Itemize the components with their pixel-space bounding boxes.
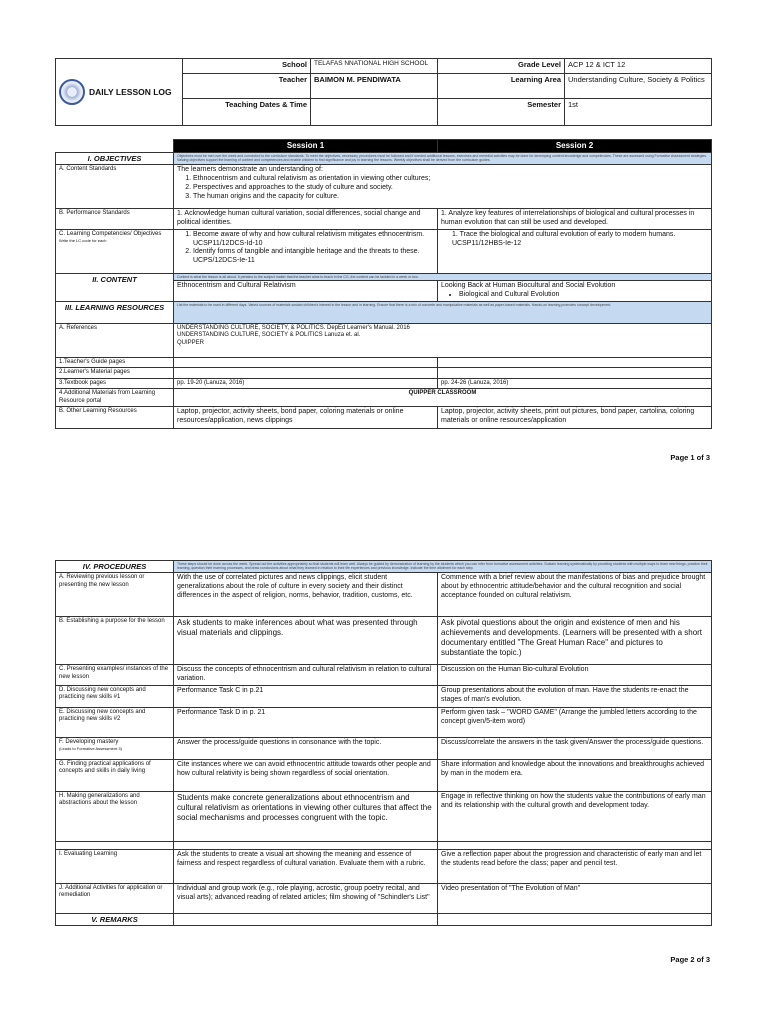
performance-standards-s2: 1. Analyze key features of interrelationships of biological and cultural processes in human evolution that can still be used and developed. <box>438 209 712 230</box>
lesson-table-page2 <box>55 560 712 926</box>
remarks-s1 <box>174 913 438 925</box>
page-number-2: Page 2 of 3 <box>670 955 710 964</box>
other-resources-s1: Laptop, projector, activity sheets, bond paper, coloring materials or online resources/application, news clippings <box>174 407 438 429</box>
procedure-label: H. Making generalizations and abstractions about the lesson <box>56 791 174 841</box>
procedure-label: G. Finding practical applications of concepts and skills in daily living <box>56 759 174 791</box>
content-standard-item: 3. The human origins and the capacity for culture. <box>193 193 708 202</box>
procedure-label: J. Additional Activities for application or remediation <box>56 883 174 913</box>
procedure-s1: Performance Task C in p.21 <box>174 685 438 707</box>
school-value: TELAFAS NNATIONAL HIGH SCHOOL <box>311 59 438 74</box>
header-section <box>0 58 768 126</box>
learners-material-label: 2.Learner's Material pages <box>56 368 174 379</box>
objectives-heading: I. OBJECTIVES <box>56 153 174 165</box>
procedure-s2: Group presentations about the evolution of man. Have the students re-enact the stages of man's evolution. <box>438 685 712 707</box>
procedure-row <box>56 849 712 883</box>
competency-item: 2. Identify forms of tangible and intangible heritage and the threats to these. UCPS/12DCS-Ie-11 <box>193 248 434 266</box>
content-standards-label: A. Content Standards <box>56 165 174 209</box>
procedure-s1: Ask the students to create a visual art showing the meaning and essence of fairness and respect regardless of cultural variation. Evaluate them with a rubric. <box>174 849 438 883</box>
content-s2-bullet: • Biological and Cultural Evolution <box>459 291 708 300</box>
learning-competencies-s1 <box>174 229 438 273</box>
procedure-row <box>56 617 712 665</box>
other-resources-s2: Laptop, projector, activity sheets, print out pictures, bond paper, cartolina, coloring materials or online resources/application <box>438 407 712 429</box>
reference-line: QUIPPER <box>177 339 205 346</box>
content-standard-item: 1. Ethnocentrism and cultural relativism as orientation in viewing other cultures; <box>193 175 708 184</box>
session-2-header: Session 2 <box>438 140 712 153</box>
content-standards-value <box>174 165 712 209</box>
procedure-s1: Answer the process/guide questions in consonance with the topic. <box>174 737 438 759</box>
procedure-label <box>56 737 174 759</box>
remarks-heading: V. REMARKS <box>56 913 174 925</box>
page-title: DAILY LESSON LOG <box>89 87 172 97</box>
procedures-note: These steps should be done across the week. Spread out the activities appropriately so that students will learn well. Always be guided by demonstration of learning by the students which you can infer from formative assessment activities. Sustain learning systematically by providing students with multiple ways to learn new things, practice their learning, question their learning processes, and draw conclusions about what they learned in relation to their life experiences and previous knowledge. Indicate the time allotment for each step. <box>174 561 712 573</box>
teaching-dates-label: Teaching Dates & Time <box>183 99 311 126</box>
procedure-label: A. Reviewing previous lesson or presenting the new lesson <box>56 573 174 617</box>
learners-material-s1 <box>174 368 438 379</box>
procedure-s1: Discuss the concepts of ethnocentrism and cultural relativism in relation to cultural variation. <box>174 665 438 686</box>
learning-area-value: Understanding Culture, Society & Politics <box>565 74 712 99</box>
procedure-label: I. Evaluating Learning <box>56 849 174 883</box>
additional-materials-label: 4.Additional Materials from Learning Resource portal <box>56 389 174 407</box>
logo-cell <box>56 59 183 126</box>
learners-material-s2 <box>438 368 712 379</box>
learning-competencies-s2: 1. Trace the biological and cultural evolution of early to modern humans. UCSP11/12HBS-Ie-12 <box>438 229 712 273</box>
objectives-note: Objectives must be met over the week and connected to the curriculum standards. To meet the objectives, necessary procedures must be followed and if needed additional lessons, exercises and remedial activities may be done for developing content knowledge and competencies. These are assessed using Formative Assessment strategies. Valuing objectives support the learning of content and competencies and enable children to find significance and joy in learning the lessons. Weekly objectives shall be derived from the curriculum guides. <box>174 153 712 165</box>
procedure-s1: With the use of correlated pictures and news clippings, elicit student generalizations about the role of culture in every society and their distinct differences in the aspect of religion, norms, behavior, tradition, customs, etc. <box>174 573 438 617</box>
procedure-s2: Engage in reflective thinking on how the students value the contributions of early man and its relationship with the cultural growth and development today. <box>438 791 712 841</box>
lc-code-note: Write the LC code for each <box>59 238 107 244</box>
procedure-label-main: F. Developing mastery <box>59 738 119 745</box>
learning-resources-heading: III. LEARNING RESOURCES <box>56 301 174 323</box>
content-standards-intro: The learners demonstrate an understanding of: <box>177 166 323 174</box>
content-s2-title: Looking Back at Human Biocultural and Social Evolution <box>441 282 616 290</box>
competency-item: 1. Become aware of why and how cultural relativism mitigates ethnocentrism. UCSP11/12DCS-Id-10 <box>193 231 434 249</box>
references-value <box>174 323 712 357</box>
teacher-label: Teacher <box>183 74 311 99</box>
additional-materials-value: QUIPPER CLASSROOM <box>174 389 712 407</box>
procedure-label: D. Discussing new concepts and practicing new skills #1 <box>56 685 174 707</box>
teaching-dates-value <box>311 99 438 126</box>
procedures-section <box>0 560 768 926</box>
learning-competencies-title: C. Learning Competencies/ Objectives <box>59 230 162 237</box>
semester-label: Semester <box>438 99 565 126</box>
procedure-s2: Share information and knowledge about the innovations and breakthroughs achieved by man in the modern era. <box>438 759 712 791</box>
procedure-s1: Cite instances where we can avoid ethnocentric attitude towards other people and how cultural relativity is being shown regardless of social orientation. <box>174 759 438 791</box>
teachers-guide-s1 <box>174 357 438 368</box>
learning-area-label: Learning Area <box>438 74 565 99</box>
procedure-s1: Performance Task D in p. 21 <box>174 707 438 737</box>
procedure-s2: Discuss/correlate the answers in the task given/Answer the process/guide questions. <box>438 737 712 759</box>
procedure-s2: Commence with a brief review about the manifestations of bias and prejudice brought about by ethnocentric attitude/behavior and the cultural recognition and social acceptance founded on cultural relativism. <box>438 573 712 617</box>
procedure-row <box>56 707 712 737</box>
content-s1: Ethnocentrism and Cultural Relativism <box>174 281 438 302</box>
procedure-s1: Individual and group work (e.g., role playing, acrostic, group poetry recital, and visual arts); advanced reading of related articles; film showing of "Schindler's List" <box>174 883 438 913</box>
teachers-guide-s2 <box>438 357 712 368</box>
textbook-pages-label: 3.Textbook pages <box>56 378 174 389</box>
performance-standards-s1: 1. Acknowledge human cultural variation, social differences, social change and political identities. <box>174 209 438 230</box>
page-number-1: Page 1 of 3 <box>670 453 710 462</box>
spacer-cell <box>174 841 438 849</box>
procedure-s2: Ask pivotal questions about the origin and existence of men and his achievements and developments. (Learners will be presented with a short documentary entitled "The Great Human Race" and pictures to substantiate the topic.) <box>438 617 712 665</box>
deped-seal-logo <box>59 79 85 105</box>
procedure-row <box>56 665 712 686</box>
content-heading: II. CONTENT <box>56 273 174 301</box>
semester-value: 1st <box>565 99 712 126</box>
procedure-sublabel: (Leads to Formative Assessment 3) <box>59 746 122 752</box>
session-1-header: Session 1 <box>174 140 438 153</box>
learning-resources-note: List the materials to be used in different days. Varied sources of materials sustain children's interest in the lesson and in learning. Ensure that there is a mix of concrete and manipulative materials as well as paper-based materials. Hands-on learning promotes concept development. <box>174 301 712 323</box>
procedure-label: C. Presenting examples/ instances of the new lesson <box>56 665 174 686</box>
reference-line: UNDERSTANDING CULTURE, SOCIETY & POLITICS Lanuza et. al. <box>177 332 361 339</box>
other-resources-label: B. Other Learning Resources <box>56 407 174 429</box>
content-standard-item: 2. Perspectives and approaches to the study of culture and society. <box>193 184 708 193</box>
procedure-s2: Give a reflection paper about the progression and characteristic of early man and let the students read before the class; paper and pencil test. <box>438 849 712 883</box>
procedure-row <box>56 737 712 759</box>
lesson-table-page1 <box>55 139 712 429</box>
procedure-row <box>56 759 712 791</box>
procedure-s2: Discussion on the Human Bio-cultural Evolution <box>438 665 712 686</box>
header-table <box>55 58 712 126</box>
procedure-row <box>56 883 712 913</box>
school-label: School <box>183 59 311 74</box>
procedure-s1: Ask students to make inferences about what was presented through visual materials and clippings. <box>174 617 438 665</box>
procedure-s2: Perform given task – "WORD GAME" (Arrange the jumbled letters according to the concept given/5-item word) <box>438 707 712 737</box>
teacher-value: BAIMON M. PENDIWATA <box>311 74 438 99</box>
remarks-s2 <box>438 913 712 925</box>
performance-standards-label: B. Performance Standards <box>56 209 174 230</box>
procedure-label: B. Establishing a purpose for the lesson <box>56 617 174 665</box>
grade-level-value: ACP 12 & ICT 12 <box>565 59 712 74</box>
learning-competencies-label <box>56 229 174 273</box>
spacer-cell <box>438 841 712 849</box>
textbook-pages-s2: pp. 24-26 (Lanuza, 2016) <box>438 378 712 389</box>
procedure-row <box>56 685 712 707</box>
procedure-row <box>56 573 712 617</box>
procedure-row <box>56 791 712 841</box>
spacer-cell <box>56 841 174 849</box>
textbook-pages-s1: pp. 19-20 (Lanuza, 2016) <box>174 378 438 389</box>
procedures-heading: IV. PROCEDURES <box>56 561 174 573</box>
references-label: A. References <box>56 323 174 357</box>
procedure-s1: Students make concrete generalizations about ethnocentrism and cultural relativism as orientations in viewing other cultures that affect the social mechanisms and processes congruent with the topic. <box>174 791 438 841</box>
teachers-guide-label: 1.Teacher's Guide pages <box>56 357 174 368</box>
grade-level-label: Grade Level <box>438 59 565 74</box>
blank-corner <box>56 140 174 153</box>
procedure-s2: Video presentation of "The Evolution of Man" <box>438 883 712 913</box>
content-s2 <box>438 281 712 302</box>
reference-line: UNDERSTANDING CULTURE, SOCIETY, & POLITICS. DepEd Learner's Manual. 2016 <box>177 324 410 331</box>
procedure-spacer-row <box>56 841 712 849</box>
objectives-table-section <box>0 139 768 429</box>
content-note: Content is what the lesson is all about. It pertains to the subject matter that the teacher aims to teach in the CG, the content can be tackled in a week or two. <box>174 273 712 280</box>
procedure-label: E. Discussing new concepts and practicing new skills #2 <box>56 707 174 737</box>
